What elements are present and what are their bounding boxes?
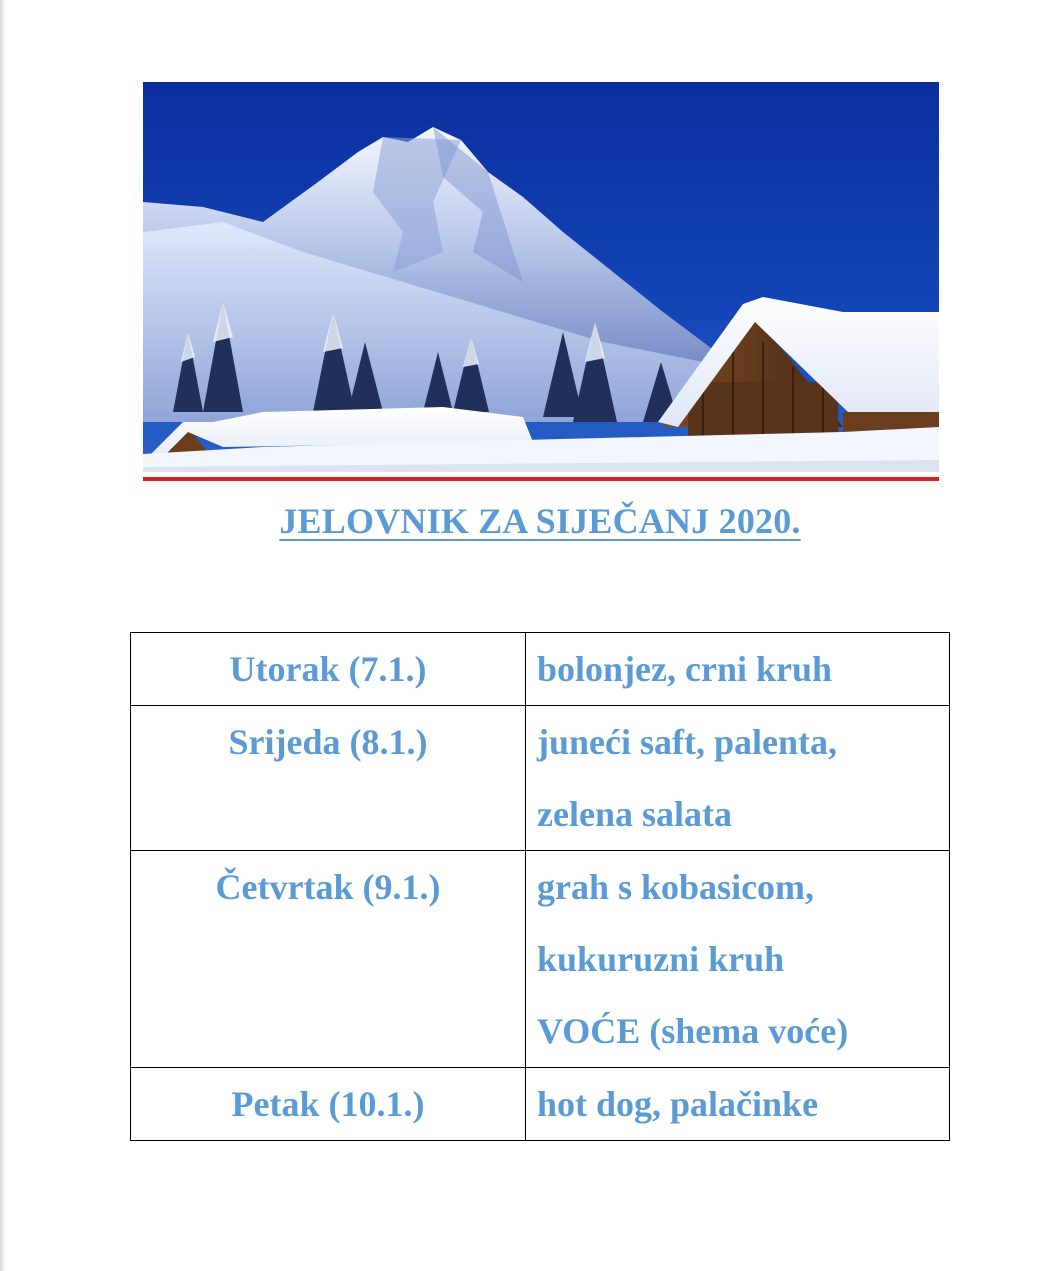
table-row	[131, 1068, 950, 1141]
page-edge	[0, 0, 6, 1271]
meal-cell	[526, 851, 950, 1068]
winter-mountain-image	[143, 82, 939, 472]
day-cell: Četvrtak (9.1.)	[131, 851, 526, 1068]
meal-line: bolonjez, crni kruh	[537, 649, 833, 689]
day-cell: Srijeda (8.1.)	[131, 706, 526, 851]
meal-line: grah s kobasicom,	[537, 867, 815, 907]
meal-line: zelena salata	[537, 794, 732, 834]
meal-line: hot dog, palačinke	[537, 1084, 819, 1124]
meal-line: VOĆE (shema voće)	[537, 1011, 849, 1051]
meal-line: kukuruzni kruh	[537, 939, 785, 979]
meal-cell	[526, 633, 950, 706]
red-divider	[143, 477, 939, 481]
meal-line: juneći saft, palenta,	[537, 722, 837, 762]
day-cell: Utorak (7.1.)	[131, 633, 526, 706]
table-row	[131, 633, 950, 706]
meal-cell	[526, 1068, 950, 1141]
table-row	[131, 706, 950, 851]
meal-cell	[526, 706, 950, 851]
day-cell: Petak (10.1.)	[131, 1068, 526, 1141]
page-title: JELOVNIK ZA SIJEČANJ 2020.	[279, 501, 801, 541]
menu-table	[130, 632, 950, 1141]
table-row	[131, 851, 950, 1068]
